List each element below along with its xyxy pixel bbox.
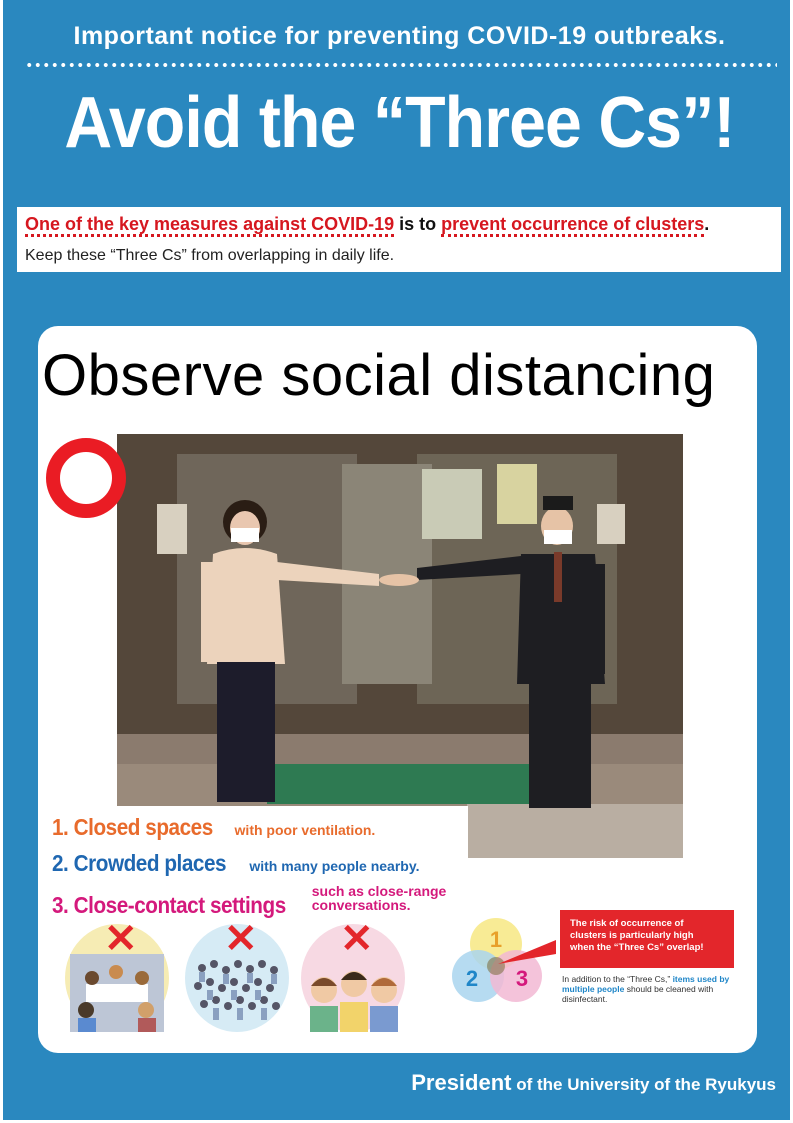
closed-spaces-illustration <box>64 917 170 1032</box>
venn-label-3: 3 <box>515 966 529 991</box>
ok-circle-icon <box>46 438 126 518</box>
footer-ryukyus: Ryukyus <box>705 1075 776 1094</box>
venn-label-2: 2 <box>465 966 479 991</box>
x-mark-icon: ✕ <box>224 917 258 961</box>
footer-president: President <box>411 1070 512 1095</box>
crowded-places-illustration <box>184 917 290 1032</box>
key-measure-line <box>25 214 709 235</box>
footer-university: University <box>567 1075 650 1094</box>
distancing-photo <box>117 434 683 858</box>
x-mark-icon: ✕ <box>104 917 138 961</box>
disinfect-note <box>562 974 752 1004</box>
key-measure-box <box>17 207 781 272</box>
key-measure-connector: is to <box>394 214 442 234</box>
important-notice-heading: Important notice for preventing COVID-19 outbreaks. <box>73 22 726 50</box>
close-contact-title: 3. Close-contact settings <box>52 892 286 918</box>
clusters-highlight: prevent occurrence of clusters <box>441 214 704 237</box>
close-contact-illustration <box>300 917 406 1032</box>
disinfect-part1: In addition to the “Three Cs,” <box>562 974 673 984</box>
social-distancing-card <box>38 326 757 1053</box>
keep-three-cs-line: Keep these “Three Cs” from overlapping in daily life. <box>25 247 395 264</box>
callout-line3: when the “Three Cs” overlap! <box>570 942 704 953</box>
disinfect-highlight: items used by multiple people <box>562 974 730 994</box>
callout-line1: The risk of occurrence of <box>570 918 684 929</box>
x-mark-icon: ✕ <box>340 917 374 961</box>
footer-of-1: of the <box>511 1075 568 1094</box>
footer-signature <box>411 1070 776 1096</box>
crowded-places-title: 2. Crowded places <box>52 850 227 876</box>
three-cs-item-3 <box>52 883 447 919</box>
footer-of-2: of the <box>649 1075 706 1094</box>
three-cs-item-1 <box>52 814 375 841</box>
three-cs-item-2 <box>52 850 419 877</box>
main-headline: Avoid the “Three Cs”! <box>64 83 735 163</box>
key-measure-period: . <box>704 214 710 234</box>
dotted-divider <box>25 62 777 68</box>
key-measure-highlight: One of the key measures against COVID-19 <box>25 214 394 237</box>
three-cs-venn-diagram <box>446 914 556 1014</box>
crowded-places-desc: with many people nearby. <box>245 858 420 874</box>
callout-line2: clusters is particularly high <box>570 930 694 941</box>
disinfect-part3: should be cleaned with disinfectant. <box>562 984 714 1004</box>
cluster-risk-callout <box>560 910 734 968</box>
venn-label-1: 1 <box>489 927 503 952</box>
close-contact-desc-line1: such as close-range <box>311 883 447 899</box>
card-title: Observe social distancing <box>42 343 716 408</box>
close-contact-desc <box>312 884 447 912</box>
closed-spaces-title: 1. Closed spaces <box>52 814 213 840</box>
close-contact-desc-line2: conversations. <box>311 897 411 913</box>
closed-spaces-desc: with poor ventilation. <box>230 822 376 838</box>
